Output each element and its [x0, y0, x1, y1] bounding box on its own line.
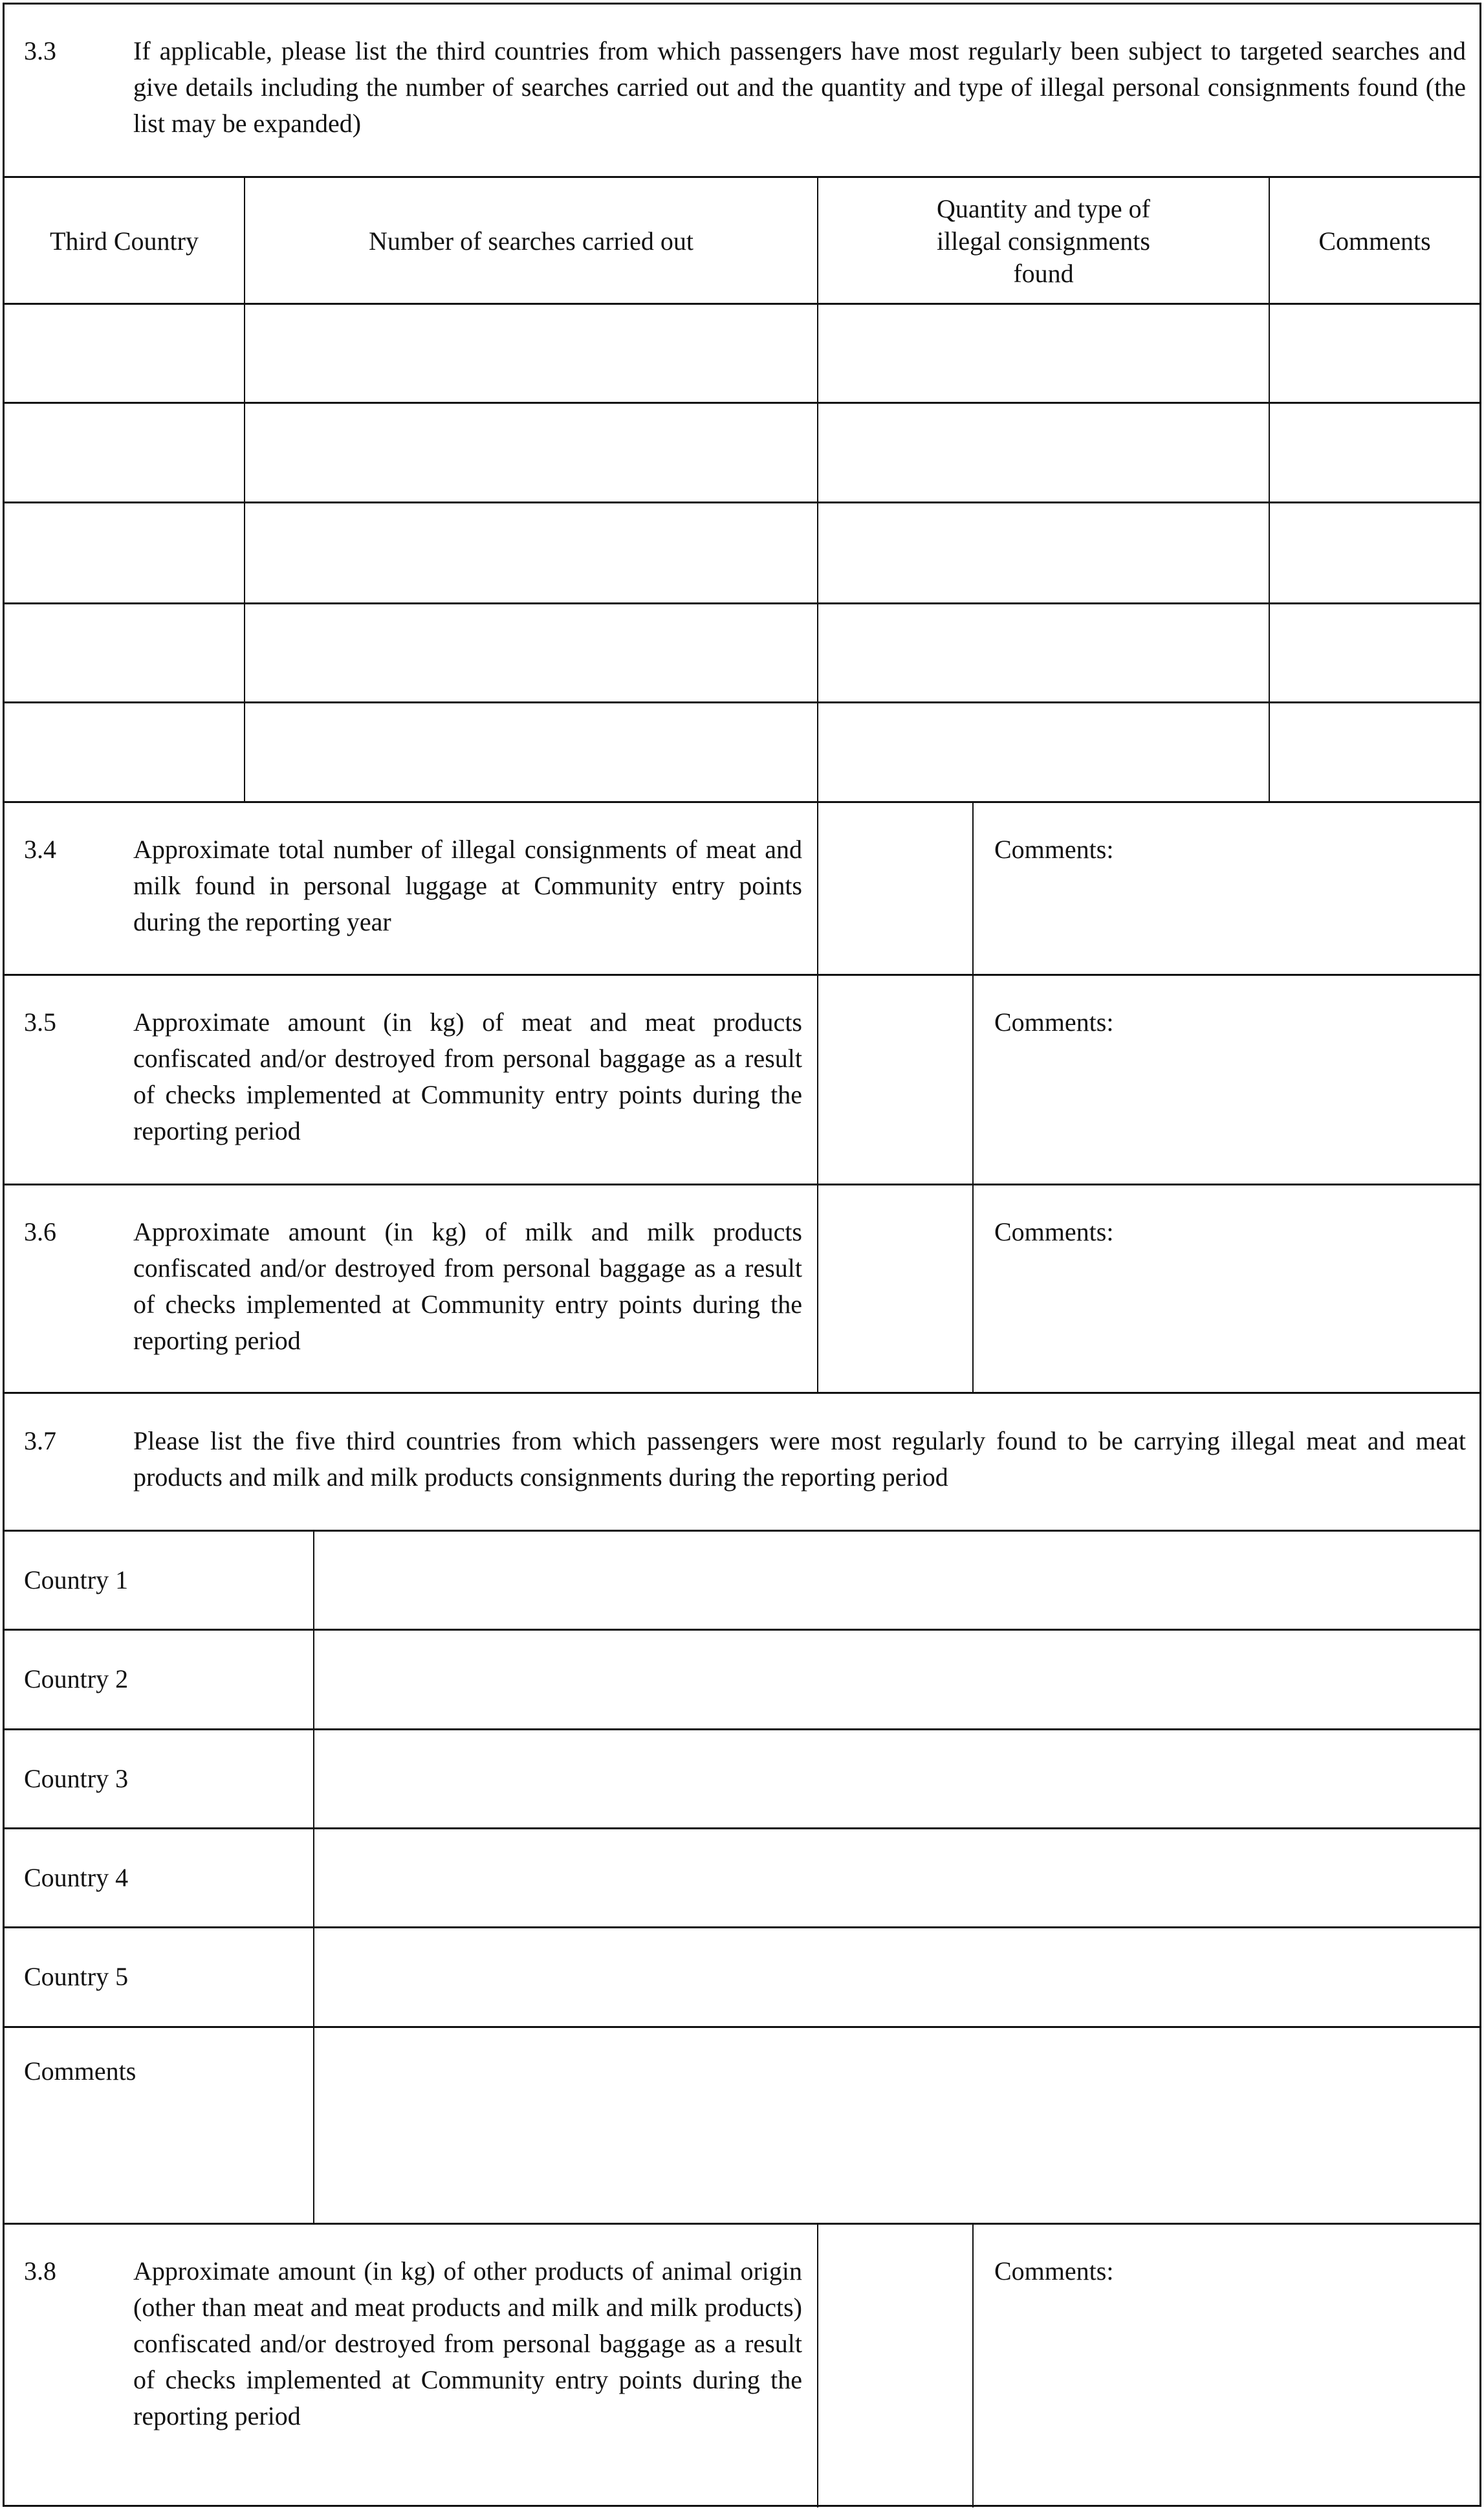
- table-cell-country[interactable]: [5, 503, 244, 600]
- country-field-3[interactable]: [314, 1730, 1479, 1827]
- value-field-3-6[interactable]: [818, 1185, 972, 1391]
- question-number: 3.8: [24, 2256, 56, 2286]
- country-label: Country 2: [24, 1664, 129, 1693]
- table-cell-quantity[interactable]: [818, 604, 1269, 701]
- table-cell-searches[interactable]: [245, 703, 817, 800]
- country-field-1[interactable]: [314, 1532, 1479, 1629]
- comments-label-3-6[interactable]: Comments:: [994, 1217, 1114, 1246]
- value-field-3-8[interactable]: [818, 2225, 972, 2506]
- table-cell-quantity[interactable]: [818, 305, 1269, 402]
- table-cell-country[interactable]: [5, 404, 244, 501]
- question-number: 3.6: [24, 1217, 56, 1246]
- column-header-third-country: Third Country: [50, 226, 199, 256]
- table-cell-country[interactable]: [5, 305, 244, 402]
- table-cell-searches[interactable]: [245, 404, 817, 501]
- table-cell-comments[interactable]: [1270, 305, 1479, 402]
- table-cell-comments[interactable]: [1270, 604, 1479, 701]
- country-field-2[interactable]: [314, 1631, 1479, 1728]
- table-cell-comments[interactable]: [1270, 503, 1479, 600]
- question-number: 3.3: [24, 36, 56, 65]
- country-label: Country 3: [24, 1764, 129, 1793]
- divider: [972, 801, 974, 1392]
- country-label: Country 1: [24, 1565, 129, 1594]
- table-cell-searches[interactable]: [245, 305, 817, 402]
- question-text-3-4: Approximate total number of illegal consignments of meat and milk found in personal luggage at Community entry points during the reporting year: [133, 835, 802, 936]
- comments-field-3-7[interactable]: [314, 2028, 1479, 2222]
- divider: [5, 1392, 1479, 1394]
- divider: [5, 1184, 1479, 1185]
- divider: [5, 974, 1479, 976]
- divider: [972, 2223, 974, 2507]
- value-field-3-5[interactable]: [818, 976, 972, 1183]
- country-field-4[interactable]: [314, 1829, 1479, 1926]
- divider: [5, 801, 1479, 803]
- table-cell-searches[interactable]: [245, 503, 817, 600]
- table-cell-comments[interactable]: [1270, 703, 1479, 800]
- report-form: [3, 3, 1481, 2507]
- comments-label-3-5[interactable]: Comments:: [994, 1008, 1114, 1037]
- table-cell-quantity[interactable]: [818, 703, 1269, 800]
- country-label: Country 5: [24, 1962, 129, 1991]
- question-number: 3.7: [24, 1426, 56, 1455]
- table-cell-quantity[interactable]: [818, 404, 1269, 501]
- comments-label-3-4[interactable]: Comments:: [994, 835, 1114, 864]
- table-cell-country[interactable]: [5, 703, 244, 800]
- table-cell-quantity[interactable]: [818, 503, 1269, 600]
- question-text-3-8: Approximate amount (in kg) of other products of animal origin (other than meat and meat products and milk and milk products) confiscated and/or destroyed from personal baggage as a result of checks implemented at Community entry points during the reporting period: [133, 2256, 802, 2430]
- question-text-3-5: Approximate amount (in kg) of meat and meat products confiscated and/or destroyed from personal baggage as a result of checks implemented at Community entry points during the reporting period: [133, 1008, 802, 1145]
- table-cell-comments[interactable]: [1270, 404, 1479, 501]
- country-label: Country 4: [24, 1863, 129, 1892]
- table-cell-searches[interactable]: [245, 604, 817, 701]
- column-header-quantity-type: Quantity and type of illegal consignments found: [937, 194, 1150, 288]
- comments-label-3-8[interactable]: Comments:: [994, 2256, 1114, 2286]
- question-number: 3.5: [24, 1008, 56, 1037]
- comments-label-3-7: Comments: [24, 2056, 136, 2086]
- country-field-5[interactable]: [314, 1928, 1479, 2025]
- question-text-3-3: If applicable, please list the third countries from which passengers have most regularly been subject to targeted searches and give details including the number of searches carried out and the quantity and type of illegal personal consignments found (the list may be expanded): [133, 36, 1466, 138]
- column-header-number-of-searches: Number of searches carried out: [369, 226, 693, 256]
- question-text-3-7: Please list the five third countries from which passengers were most regularly found to be carrying illegal meat and meat products and milk and milk products consignments during the reporting period: [133, 1426, 1466, 1492]
- table-cell-country[interactable]: [5, 604, 244, 701]
- question-text-3-6: Approximate amount (in kg) of milk and milk products confiscated and/or destroyed from personal baggage as a result of checks implemented at Community entry points during the reporting period: [133, 1217, 802, 1355]
- divider: [5, 2223, 1479, 2225]
- column-header-comments: Comments: [1318, 226, 1431, 256]
- question-number: 3.4: [24, 835, 56, 864]
- value-field-3-4[interactable]: [818, 803, 972, 974]
